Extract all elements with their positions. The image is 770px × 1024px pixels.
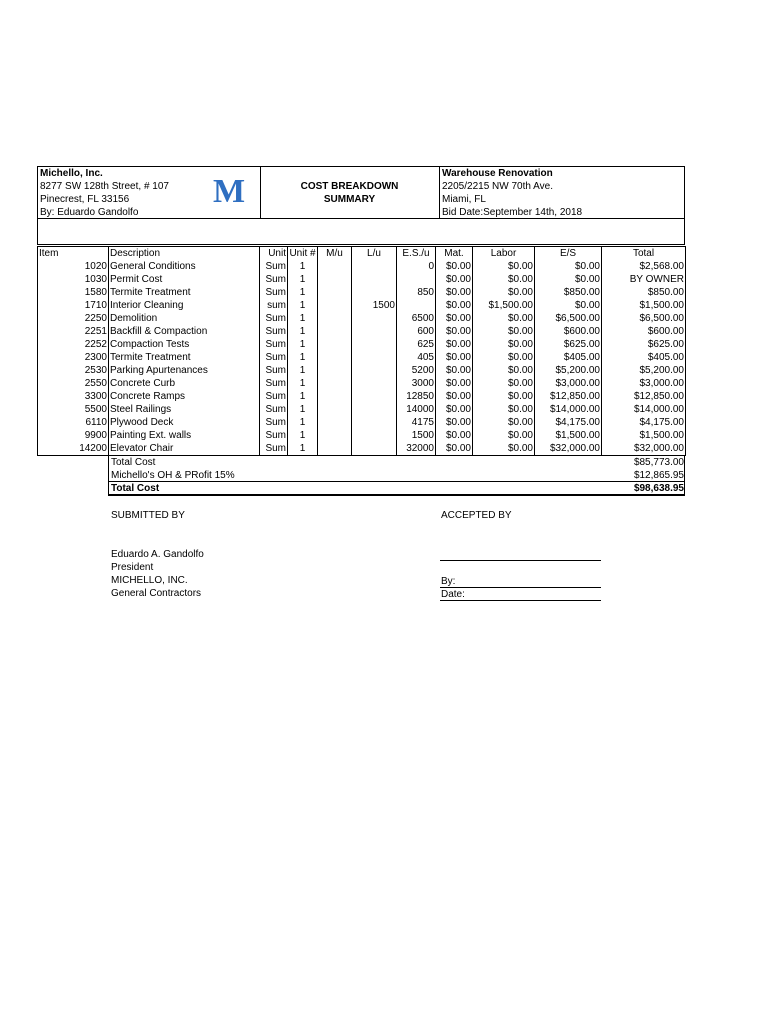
item-labor: $0.00	[473, 377, 535, 390]
item-material: $0.00	[436, 364, 473, 377]
item-unit-count: 1	[288, 403, 318, 416]
item-description: Parking Apurtenances	[109, 364, 260, 377]
col-header-lu: L/u	[352, 247, 397, 261]
table-row	[38, 312, 686, 325]
item-labor: $0.00	[473, 325, 535, 338]
by-label: By:	[441, 576, 456, 587]
table-row	[38, 442, 686, 456]
item-total: $12,850.00	[602, 390, 686, 403]
item-unit: Sum	[260, 338, 288, 351]
item-unit: Sum	[260, 429, 288, 442]
item-number: 1710	[38, 299, 109, 312]
header-block	[37, 166, 685, 219]
item-esu: 625	[397, 338, 436, 351]
item-es: $405.00	[535, 351, 602, 364]
item-mu	[318, 364, 352, 377]
overhead-label: Michello's OH & PRofit 15%	[111, 470, 235, 481]
item-lu	[352, 325, 397, 338]
item-unit: Sum	[260, 416, 288, 429]
item-es: $0.00	[535, 273, 602, 286]
project-name: Warehouse Renovation	[442, 168, 553, 179]
item-mu	[318, 442, 352, 456]
item-unit: Sum	[260, 312, 288, 325]
item-esu: 14000	[397, 403, 436, 416]
total-cost-label: Total Cost	[111, 457, 156, 468]
item-esu: 32000	[397, 442, 436, 456]
signer-name: Eduardo A. Gandolfo	[111, 549, 204, 560]
signer-company-type: General Contractors	[111, 588, 202, 599]
item-number: 3300	[38, 390, 109, 403]
item-unit-count: 1	[288, 286, 318, 299]
item-mu	[318, 273, 352, 286]
item-material: $0.00	[436, 442, 473, 456]
col-header-item: Item	[38, 247, 109, 261]
item-lu	[352, 416, 397, 429]
col-header-es: E/S	[535, 247, 602, 261]
item-number: 14200	[38, 442, 109, 456]
item-es: $0.00	[535, 299, 602, 312]
item-es: $600.00	[535, 325, 602, 338]
item-esu	[397, 299, 436, 312]
cost-table	[37, 246, 686, 456]
item-esu: 6500	[397, 312, 436, 325]
item-description: General Conditions	[109, 260, 260, 273]
item-labor: $0.00	[473, 260, 535, 273]
item-unit-count: 1	[288, 299, 318, 312]
item-es: $4,175.00	[535, 416, 602, 429]
col-header-total: Total	[602, 247, 686, 261]
item-unit-count: 1	[288, 377, 318, 390]
item-description: Termite Treatment	[109, 351, 260, 364]
item-description: Backfill & Compaction	[109, 325, 260, 338]
item-material: $0.00	[436, 299, 473, 312]
item-lu: 1500	[352, 299, 397, 312]
grand-total-value: $98,638.95	[633, 483, 684, 494]
item-material: $0.00	[436, 403, 473, 416]
item-mu	[318, 390, 352, 403]
item-labor: $0.00	[473, 403, 535, 416]
item-description: Plywood Deck	[109, 416, 260, 429]
item-mu	[318, 351, 352, 364]
bid-date: Bid Date:September 14th, 2018	[442, 207, 583, 218]
item-total: $32,000.00	[602, 442, 686, 456]
item-esu: 850	[397, 286, 436, 299]
col-header-labor: Labor	[473, 247, 535, 261]
doc-title-line2: SUMMARY	[323, 194, 376, 205]
item-number: 2250	[38, 312, 109, 325]
col-header-description: Description	[109, 247, 260, 261]
item-total: $600.00	[602, 325, 686, 338]
item-mu	[318, 260, 352, 273]
item-labor: $0.00	[473, 351, 535, 364]
company-contact: By: Eduardo Gandolfo	[40, 207, 139, 218]
item-material: $0.00	[436, 429, 473, 442]
item-number: 2300	[38, 351, 109, 364]
item-number: 1020	[38, 260, 109, 273]
item-material: $0.00	[436, 390, 473, 403]
item-total: $4,175.00	[602, 416, 686, 429]
item-description: Concrete Ramps	[109, 390, 260, 403]
item-mu	[318, 416, 352, 429]
item-unit: Sum	[260, 273, 288, 286]
item-total: $850.00	[602, 286, 686, 299]
item-lu	[352, 442, 397, 456]
item-unit-count: 1	[288, 260, 318, 273]
item-number: 1580	[38, 286, 109, 299]
item-material: $0.00	[436, 325, 473, 338]
item-mu	[318, 312, 352, 325]
item-unit-count: 1	[288, 325, 318, 338]
item-unit-count: 1	[288, 364, 318, 377]
item-number: 2530	[38, 364, 109, 377]
item-total: BY OWNER	[602, 273, 686, 286]
item-unit-count: 1	[288, 416, 318, 429]
item-es: $3,000.00	[535, 377, 602, 390]
signer-role: President	[111, 562, 154, 573]
item-labor: $0.00	[473, 442, 535, 456]
col-header-mat: Mat.	[436, 247, 473, 261]
table-row	[38, 351, 686, 364]
item-material: $0.00	[436, 377, 473, 390]
item-unit-count: 1	[288, 442, 318, 456]
item-es: $5,200.00	[535, 364, 602, 377]
item-lu	[352, 260, 397, 273]
item-mu	[318, 429, 352, 442]
item-description: Steel Railings	[109, 403, 260, 416]
item-labor: $0.00	[473, 390, 535, 403]
item-description: Concrete Curb	[109, 377, 260, 390]
item-mu	[318, 338, 352, 351]
table-row	[38, 325, 686, 338]
table-row	[38, 273, 686, 286]
company-address2: Pinecrest, FL 33156	[40, 194, 130, 205]
item-unit: Sum	[260, 325, 288, 338]
item-number: 1030	[38, 273, 109, 286]
header-spacer	[37, 218, 685, 245]
table-row	[38, 377, 686, 390]
table-row	[38, 390, 686, 403]
company-name: Michello, Inc.	[40, 168, 103, 179]
item-esu	[397, 273, 436, 286]
table-row	[38, 286, 686, 299]
item-material: $0.00	[436, 260, 473, 273]
item-lu	[352, 286, 397, 299]
item-esu: 12850	[397, 390, 436, 403]
item-lu	[352, 312, 397, 325]
item-total: $625.00	[602, 338, 686, 351]
item-mu	[318, 299, 352, 312]
item-unit: Sum	[260, 351, 288, 364]
item-unit: sum	[260, 299, 288, 312]
doc-title-line1: COST BREAKDOWN	[300, 181, 399, 192]
table-row	[38, 364, 686, 377]
col-header-mu: M/u	[318, 247, 352, 261]
item-lu	[352, 377, 397, 390]
item-total: $2,568.00	[602, 260, 686, 273]
item-description: Interior Cleaning	[109, 299, 260, 312]
item-es: $850.00	[535, 286, 602, 299]
accepted-by-label: ACCEPTED BY	[441, 510, 512, 521]
item-lu	[352, 273, 397, 286]
item-lu	[352, 351, 397, 364]
item-unit-count: 1	[288, 312, 318, 325]
item-esu: 4175	[397, 416, 436, 429]
item-labor: $1,500.00	[473, 299, 535, 312]
item-total: $405.00	[602, 351, 686, 364]
item-es: $625.00	[535, 338, 602, 351]
item-material: $0.00	[436, 351, 473, 364]
item-description: Demolition	[109, 312, 260, 325]
item-unit: Sum	[260, 403, 288, 416]
item-es: $1,500.00	[535, 429, 602, 442]
item-total: $6,500.00	[602, 312, 686, 325]
total-cost-value: $85,773.00	[633, 457, 684, 468]
item-unit: Sum	[260, 260, 288, 273]
submitted-by-label: SUBMITTED BY	[111, 510, 185, 521]
item-number: 5500	[38, 403, 109, 416]
item-es: $0.00	[535, 260, 602, 273]
item-mu	[318, 403, 352, 416]
item-labor: $0.00	[473, 273, 535, 286]
item-total: $3,000.00	[602, 377, 686, 390]
table-row	[38, 338, 686, 351]
item-esu: 3000	[397, 377, 436, 390]
item-esu: 5200	[397, 364, 436, 377]
item-es: $32,000.00	[535, 442, 602, 456]
table-row	[38, 429, 686, 442]
item-number: 2550	[38, 377, 109, 390]
item-labor: $0.00	[473, 312, 535, 325]
signer-company: MICHELLO, INC.	[111, 575, 188, 586]
table-row	[38, 260, 686, 273]
item-unit: Sum	[260, 286, 288, 299]
project-address: 2205/2215 NW 70th Ave.	[442, 181, 554, 192]
item-total: $1,500.00	[602, 429, 686, 442]
item-labor: $0.00	[473, 416, 535, 429]
item-description: Termite Treatment	[109, 286, 260, 299]
col-header-unit: Unit	[260, 247, 288, 261]
item-unit: Sum	[260, 390, 288, 403]
item-total: $5,200.00	[602, 364, 686, 377]
item-number: 6110	[38, 416, 109, 429]
grand-total-label: Total Cost	[111, 483, 160, 494]
project-city: Miami, FL	[442, 194, 486, 205]
overhead-value: $12,865.95	[633, 470, 684, 481]
header-divider	[439, 167, 440, 218]
item-number: 2252	[38, 338, 109, 351]
date-label: Date:	[441, 589, 465, 600]
item-mu	[318, 286, 352, 299]
item-mu	[318, 377, 352, 390]
item-lu	[352, 390, 397, 403]
col-header-esu: E.S./u	[397, 247, 436, 261]
table-row	[38, 416, 686, 429]
company-logo: M	[213, 173, 245, 210]
item-esu: 405	[397, 351, 436, 364]
item-unit-count: 1	[288, 273, 318, 286]
item-description: Compaction Tests	[109, 338, 260, 351]
item-unit: Sum	[260, 364, 288, 377]
date-line	[440, 600, 601, 601]
item-description: Painting Ext. walls	[109, 429, 260, 442]
item-labor: $0.00	[473, 364, 535, 377]
item-material: $0.00	[436, 286, 473, 299]
table-row	[38, 299, 686, 312]
item-unit-count: 1	[288, 390, 318, 403]
item-esu: 600	[397, 325, 436, 338]
item-unit: Sum	[260, 377, 288, 390]
item-material: $0.00	[436, 312, 473, 325]
item-es: $12,850.00	[535, 390, 602, 403]
table-row	[38, 403, 686, 416]
item-lu	[352, 364, 397, 377]
item-unit-count: 1	[288, 351, 318, 364]
item-number: 9900	[38, 429, 109, 442]
item-description: Elevator Chair	[109, 442, 260, 456]
item-unit-count: 1	[288, 429, 318, 442]
item-es: $6,500.00	[535, 312, 602, 325]
item-labor: $0.00	[473, 286, 535, 299]
item-unit: Sum	[260, 442, 288, 456]
item-mu	[318, 325, 352, 338]
signature-line	[440, 560, 601, 561]
col-header-unit-no: Unit #	[289, 248, 316, 259]
item-total: $14,000.00	[602, 403, 686, 416]
item-description: Permit Cost	[109, 273, 260, 286]
totals-bottom-rule	[108, 494, 685, 496]
item-lu	[352, 429, 397, 442]
item-material: $0.00	[436, 338, 473, 351]
item-lu	[352, 403, 397, 416]
table-header-row	[38, 247, 686, 261]
company-address1: 8277 SW 128th Street, # 107	[40, 181, 169, 192]
item-labor: $0.00	[473, 338, 535, 351]
item-number: 2251	[38, 325, 109, 338]
item-esu: 0	[397, 260, 436, 273]
item-esu: 1500	[397, 429, 436, 442]
item-material: $0.00	[436, 416, 473, 429]
item-total: $1,500.00	[602, 299, 686, 312]
item-labor: $0.00	[473, 429, 535, 442]
item-material: $0.00	[436, 273, 473, 286]
item-es: $14,000.00	[535, 403, 602, 416]
item-unit-count: 1	[288, 338, 318, 351]
item-lu	[352, 338, 397, 351]
